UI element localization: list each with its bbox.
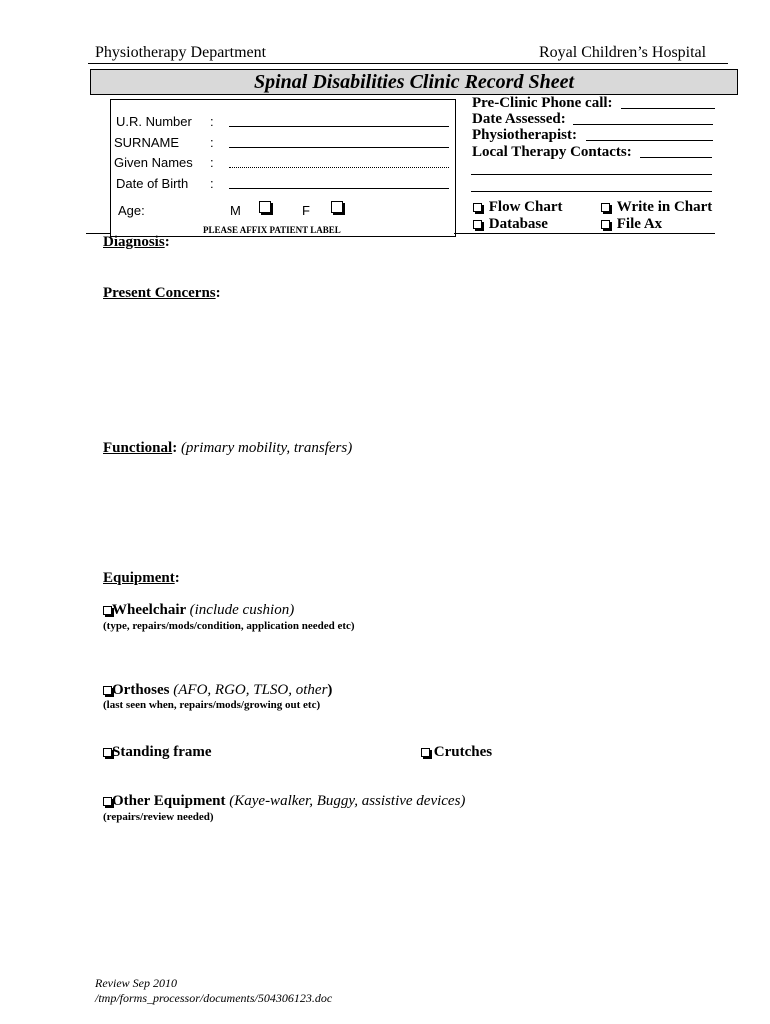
female-label: F xyxy=(302,203,310,218)
given-names-label: Given Names xyxy=(114,155,193,170)
local-therapy-field[interactable] xyxy=(640,157,712,158)
dob-colon: : xyxy=(210,176,214,191)
database-checkbox[interactable] xyxy=(473,220,482,229)
hospital-name: Royal Children’s Hospital xyxy=(539,44,707,61)
dob-field[interactable] xyxy=(229,188,449,189)
wheelchair-item[interactable]: Wheelchair (include cushion) xyxy=(103,602,294,619)
surname-field[interactable] xyxy=(229,147,449,148)
physiotherapist-field[interactable] xyxy=(586,140,713,141)
department-name: Physiotherapy Department xyxy=(95,44,267,61)
pre-clinic-field[interactable] xyxy=(621,108,715,109)
flow-chart-option[interactable]: Flow Chart xyxy=(473,199,563,216)
other-equipment-subnote: (repairs/review needed) xyxy=(103,811,214,823)
orthoses-item[interactable]: Orthoses (AFO, RGO, TLSO, other) xyxy=(103,682,332,699)
standing-frame-item[interactable]: Standing frame xyxy=(103,744,212,761)
ur-number-label: U.R. Number xyxy=(116,114,192,129)
crutches-checkbox[interactable] xyxy=(421,748,430,757)
male-checkbox[interactable] xyxy=(259,200,271,218)
orthoses-checkbox[interactable] xyxy=(103,686,112,695)
male-label: M xyxy=(230,203,241,218)
page-title: Spinal Disabilities Clinic Record Sheet xyxy=(253,71,575,93)
other-equipment-item[interactable]: Other Equipment (Kaye-walker, Buggy, assistive devices) xyxy=(103,793,465,810)
wheelchair-checkbox[interactable] xyxy=(103,606,112,615)
orthoses-subnote: (last seen when, repairs/mods/growing out etc) xyxy=(103,699,321,711)
date-assessed-label: Date Assessed: xyxy=(472,111,566,127)
physiotherapist-label: Physiotherapist: xyxy=(472,127,577,143)
given-names-colon: : xyxy=(210,155,214,170)
surname-label: SURNAME xyxy=(114,135,180,150)
female-checkbox[interactable] xyxy=(331,200,343,218)
local-therapy-label: Local Therapy Contacts: xyxy=(472,144,632,160)
review-date: Review Sep 2010 xyxy=(95,976,177,990)
ur-number-colon: : xyxy=(210,114,214,129)
diagnosis-heading: Diagnosis: xyxy=(103,234,170,250)
wheelchair-subnote: (type, repairs/mods/condition, application needed etc) xyxy=(103,620,355,632)
other-equipment-checkbox[interactable] xyxy=(103,797,112,806)
standing-frame-checkbox[interactable] xyxy=(103,748,112,757)
age-label: Age: xyxy=(118,203,145,218)
write-in-chart-checkbox[interactable] xyxy=(601,203,610,212)
affix-label-note: PLEASE AFFIX PATIENT LABEL xyxy=(203,225,341,235)
divider-right xyxy=(454,233,715,234)
present-concerns-heading: Present Concerns: xyxy=(103,285,221,301)
flow-chart-checkbox[interactable] xyxy=(473,203,482,212)
surname-colon: : xyxy=(210,135,214,150)
ur-number-field[interactable] xyxy=(229,126,449,127)
equipment-heading: Equipment: xyxy=(103,570,180,586)
local-therapy-line-3[interactable] xyxy=(471,191,712,192)
date-assessed-field[interactable] xyxy=(573,124,713,125)
document-path: /tmp/forms_processor/documents/504306123.doc xyxy=(95,991,333,1005)
given-names-field[interactable] xyxy=(229,167,449,168)
functional-heading: Functional: (primary mobility, transfers) xyxy=(103,440,353,456)
file-ax-option[interactable]: File Ax xyxy=(601,216,662,233)
file-ax-checkbox[interactable] xyxy=(601,220,610,229)
local-therapy-line-2[interactable] xyxy=(471,174,712,175)
write-in-chart-option[interactable]: Write in Chart xyxy=(601,199,712,216)
crutches-item[interactable]: Crutches xyxy=(421,744,492,761)
header-rule xyxy=(88,63,728,64)
dob-label: Date of Birth xyxy=(116,176,189,191)
database-option[interactable]: Database xyxy=(473,216,548,233)
pre-clinic-label: Pre-Clinic Phone call: xyxy=(472,95,613,111)
